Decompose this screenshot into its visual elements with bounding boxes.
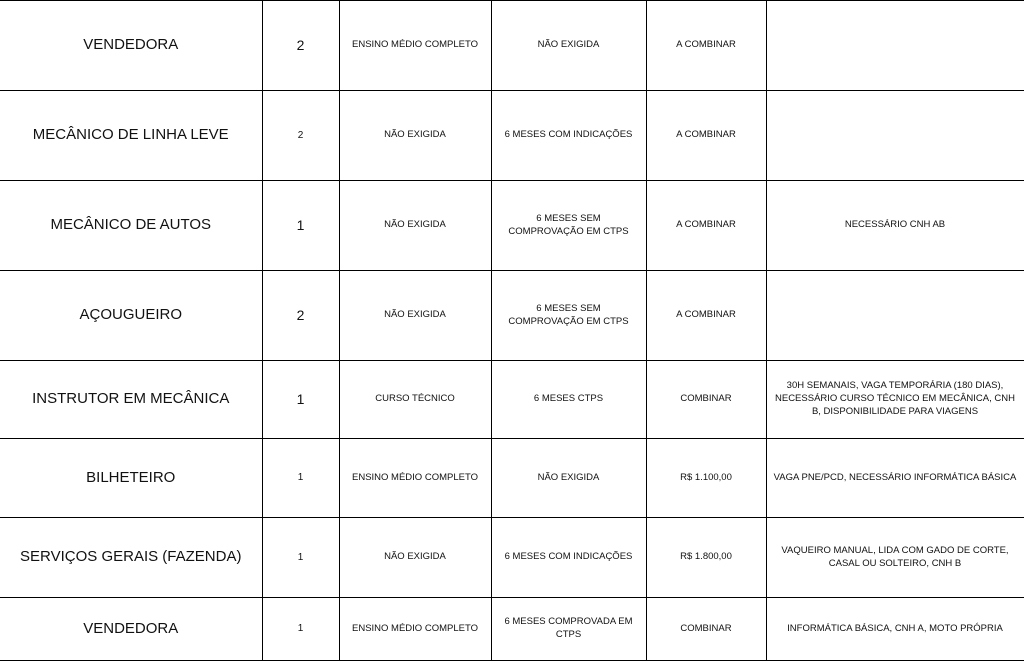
- job-education: NÃO EXIGIDA: [339, 181, 491, 271]
- job-quantity: 2: [262, 271, 339, 361]
- job-role: MECÂNICO DE LINHA LEVE: [0, 91, 262, 181]
- job-quantity: 1: [262, 518, 339, 598]
- table-row: [0, 181, 1024, 271]
- job-salary: A COMBINAR: [646, 1, 766, 91]
- job-salary: A COMBINAR: [646, 91, 766, 181]
- job-education: NÃO EXIGIDA: [339, 271, 491, 361]
- job-quantity: 1: [262, 439, 339, 518]
- job-notes: VAQUEIRO MANUAL, LIDA COM GADO DE CORTE, CASAL OU SOLTEIRO, CNH B: [766, 518, 1024, 598]
- job-notes: [766, 1, 1024, 91]
- table-row: [0, 598, 1024, 661]
- job-notes: NECESSÁRIO CNH AB: [766, 181, 1024, 271]
- job-notes: 30H SEMANAIS, VAGA TEMPORÁRIA (180 DIAS), NECESSÁRIO CURSO TÉCNICO EM MECÂNICA, CNH B, DISPONIBILIDADE PARA VIAGENS: [766, 361, 1024, 439]
- table-row: [0, 91, 1024, 181]
- job-notes: [766, 91, 1024, 181]
- job-quantity: 1: [262, 181, 339, 271]
- job-role: MECÂNICO DE AUTOS: [0, 181, 262, 271]
- job-experience: NÃO EXIGIDA: [491, 439, 646, 518]
- job-role: VENDEDORA: [0, 598, 262, 661]
- job-experience: 6 MESES COM INDICAÇÕES: [491, 91, 646, 181]
- job-experience: 6 MESES COMPROVADA EM CTPS: [491, 598, 646, 661]
- table-row: [0, 361, 1024, 439]
- job-education: ENSINO MÉDIO COMPLETO: [339, 439, 491, 518]
- job-experience: 6 MESES CTPS: [491, 361, 646, 439]
- job-salary: COMBINAR: [646, 361, 766, 439]
- job-education: NÃO EXIGIDA: [339, 518, 491, 598]
- job-role: SERVIÇOS GERAIS (FAZENDA): [0, 518, 262, 598]
- job-quantity: 2: [262, 91, 339, 181]
- job-education: ENSINO MÉDIO COMPLETO: [339, 598, 491, 661]
- job-salary: R$ 1.800,00: [646, 518, 766, 598]
- job-role: AÇOUGUEIRO: [0, 271, 262, 361]
- job-education: ENSINO MÉDIO COMPLETO: [339, 1, 491, 91]
- job-salary: R$ 1.100,00: [646, 439, 766, 518]
- job-quantity: 2: [262, 1, 339, 91]
- job-experience: NÃO EXIGIDA: [491, 1, 646, 91]
- job-notes: [766, 271, 1024, 361]
- job-role: VENDEDORA: [0, 1, 262, 91]
- job-experience: 6 MESES SEM COMPROVAÇÃO EM CTPS: [491, 181, 646, 271]
- job-role: INSTRUTOR EM MECÂNICA: [0, 361, 262, 439]
- job-notes: INFORMÁTICA BÁSICA, CNH A, MOTO PRÓPRIA: [766, 598, 1024, 661]
- job-experience: 6 MESES SEM COMPROVAÇÃO EM CTPS: [491, 271, 646, 361]
- job-quantity: 1: [262, 598, 339, 661]
- job-education: NÃO EXIGIDA: [339, 91, 491, 181]
- job-notes: VAGA PNE/PCD, NECESSÁRIO INFORMÁTICA BÁSICA: [766, 439, 1024, 518]
- job-salary: A COMBINAR: [646, 181, 766, 271]
- table-row: [0, 439, 1024, 518]
- table-row: [0, 1, 1024, 91]
- job-salary: A COMBINAR: [646, 271, 766, 361]
- job-education: CURSO TÉCNICO: [339, 361, 491, 439]
- job-salary: COMBINAR: [646, 598, 766, 661]
- job-quantity: 1: [262, 361, 339, 439]
- job-experience: 6 MESES COM INDICAÇÕES: [491, 518, 646, 598]
- table-row: [0, 518, 1024, 598]
- job-role: BILHETEIRO: [0, 439, 262, 518]
- table-row: [0, 271, 1024, 361]
